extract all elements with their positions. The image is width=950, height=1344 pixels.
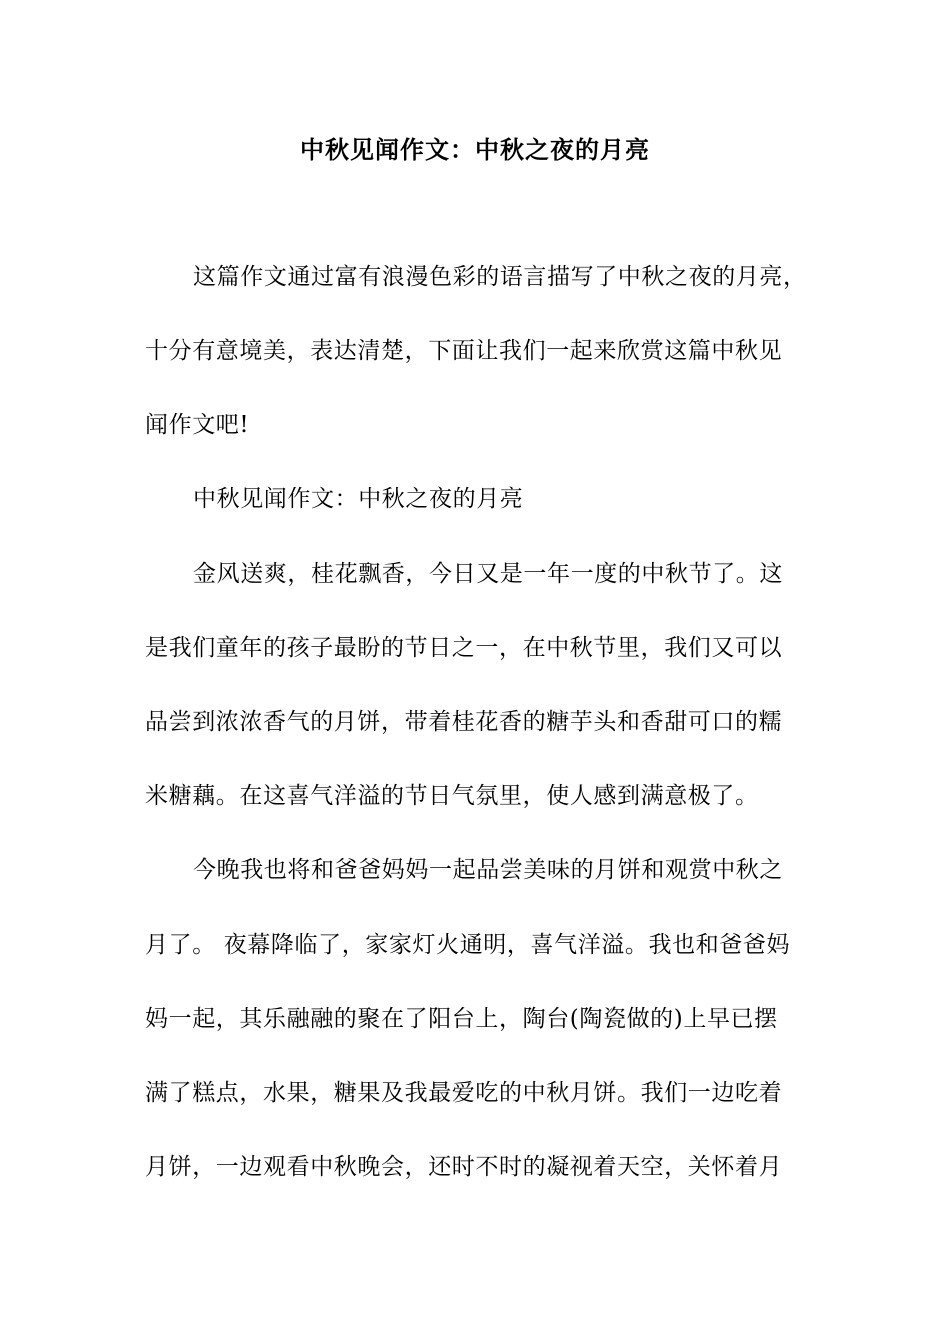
- paragraph-line: 金风送爽，桂花飘香，今日又是一年一度的中秋节了。这: [193, 561, 783, 587]
- document-title: 中秋见闻作文：中秋之夜的月亮: [300, 135, 650, 164]
- paragraph-line: 是我们童年的孩子最盼的节日之一，在中秋节里，我们又可以: [145, 635, 783, 661]
- paragraph-line: 妈一起，其乐融融的聚在了阳台上，陶台(陶瓷做的)上早已摆: [145, 1006, 778, 1032]
- paragraph-line: 十分有意境美，表达清楚，下面让我们一起来欣赏这篇中秋见: [145, 338, 783, 364]
- paragraph-line: 今晚我也将和爸爸妈妈一起品尝美味的月饼和观赏中秋之: [193, 857, 783, 883]
- paragraph-line: 闻作文吧!: [145, 412, 250, 438]
- paragraph-line: 月了。 夜幕降临了，家家灯火通明，喜气洋溢。我也和爸爸妈: [145, 932, 791, 958]
- paragraph-line: 满了糕点，水果，糖果及我最爱吃的中秋月饼。我们一边吃着: [145, 1080, 783, 1106]
- paragraph-line: 品尝到浓浓香气的月饼，带着桂花香的糖芋头和香甜可口的糯: [145, 709, 783, 735]
- paragraph-line: 这篇作文通过富有浪漫色彩的语言描写了中秋之夜的月亮，: [193, 264, 807, 290]
- section-heading-line: 中秋见闻作文：中秋之夜的月亮: [193, 486, 524, 512]
- paragraph-line: 米糖藕。在这喜气洋溢的节日气氛里，使人感到满意极了。: [145, 783, 759, 809]
- paragraph-line: 月饼，一边观看中秋晚会，还时不时的凝视着天空，关怀着月: [145, 1154, 783, 1180]
